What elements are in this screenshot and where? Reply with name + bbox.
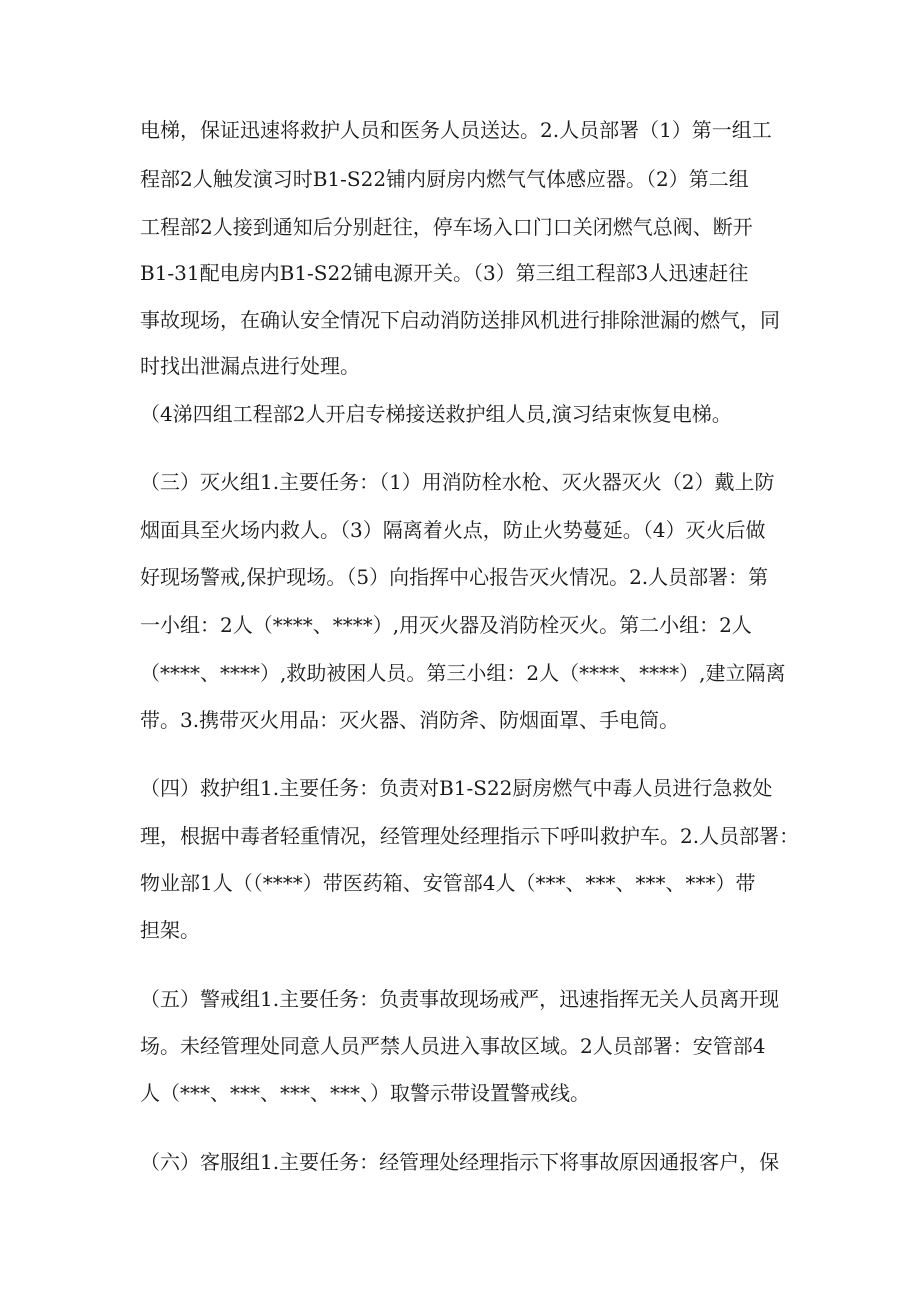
text-line: 烟面具至火场内救人。（3）隔离着火点，防止火势蔓延。（4）灭火后做 <box>140 518 766 542</box>
text-line: 带。3.携带灭火用品：灭火器、消防斧、防烟面罩、手电筒。 <box>140 708 680 732</box>
text-line: 程部2人触发演习时B1-S22铺内厨房内燃气气体感应器。（2）第二组 <box>140 167 749 191</box>
text-line: （六）客服组1.主要任务：经管理处经理指示下将事故原因通报客户，保 <box>140 1150 780 1174</box>
text-line: 时找出泄漏点进行处理。 <box>140 354 360 378</box>
text-line: （三）灭火组1.主要任务：（1）用消防栓水枪、灭火器灭火（2）戴上防 <box>140 470 775 494</box>
text-line: （四）救护组1.主要任务：负责对B1-S22厨房燃气中毒人员进行急救处 <box>140 776 773 800</box>
text-line: 一小组：2人（****、****）,用灭火器及消防栓灭火。第二小组：2人 <box>140 613 752 637</box>
text-line: 担架。 <box>140 918 200 942</box>
text-line: B1-31配电房内B1-S22铺电源开关。（3）第三组工程部3人迅速赶往 <box>140 261 749 285</box>
text-line: （4涕四组工程部2人开启专梯接送救护组人员,演习结束恢复电梯。 <box>140 402 732 426</box>
text-line: 物业部1人（（****）带医药箱、安管部4人（***、***、***、***）带 <box>140 871 756 895</box>
text-line: 工程部2人接到通知后分别赶往，停车场入口门口关闭燃气总阀、断开 <box>140 215 753 239</box>
text-line: 电梯，保证迅速将救护人员和医务人员送达。2.人员部署（1）第一组工 <box>140 118 772 142</box>
text-line: （****、****）,救助被困人员。第三小组：2人（****、****）,建立隔离 <box>140 661 786 685</box>
text-line: 人（***、***、***、***、）取警示带设置警戒线。 <box>140 1081 590 1105</box>
text-line: （五）警戒组1.主要任务：负责事故现场戒严，迅速指挥无关人员离开现 <box>140 987 780 1011</box>
text-line: 场。未经管理处同意人员严禁人员进入事故区域。2人员部署：安管部4 <box>140 1034 766 1058</box>
text-line: 好现场警戒,保护现场。（5）向指挥中心报告灭火情况。2.人员部署：第 <box>140 565 769 589</box>
text-line: 事故现场，在确认安全情况下启动消防送排风机进行排除泄漏的燃气，同 <box>140 308 780 332</box>
text-line: 理，根据中毒者轻重情况，经管理处经理指示下呼叫救护车。2.人员部署： <box>140 824 800 848</box>
